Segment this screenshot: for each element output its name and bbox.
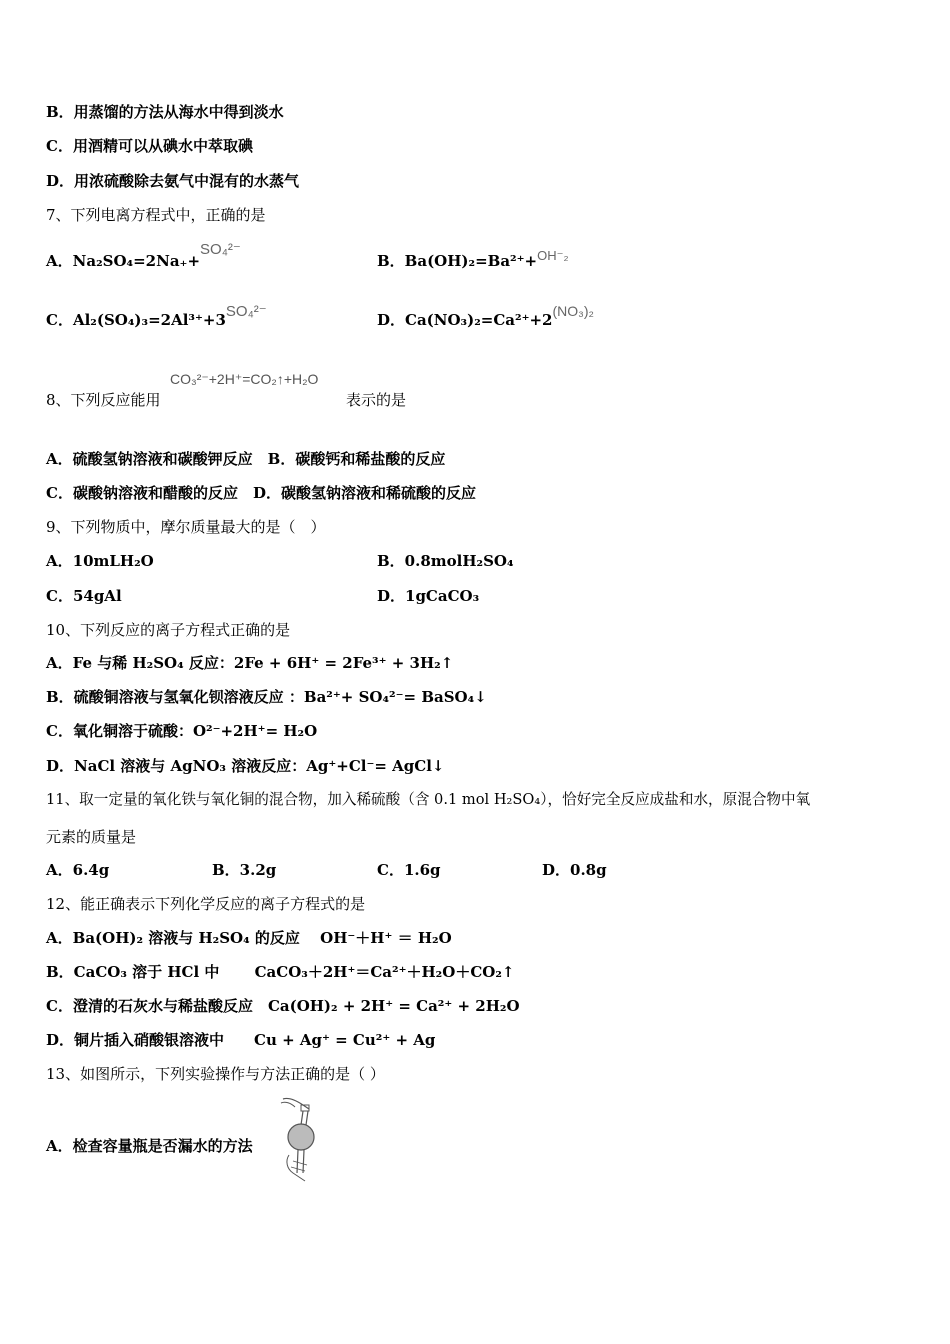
q8-stem-prefix: 8、下列反应能用 [46,391,161,409]
q10-option-c: C．氧化铜溶于硫酸：O²⁻+2H⁺= H₂O [46,722,318,740]
q6-option-d: D．用浓硫酸除去氨气中混有的水蒸气 [46,172,300,190]
q10-stem: 10、下列反应的离子方程式正确的是 [46,621,291,639]
q10-option-d: D．NaCl 溶液与 AgNO₃ 溶液反应：Ag⁺+Cl⁻= AgCl↓ [46,757,445,775]
q8-stem-suffix: 表示的是 [346,391,407,409]
q11-option-c: C．1.6g [377,861,441,879]
q7-option-c-formula-image: SO₄²⁻ [225,303,267,320]
q12-stem: 12、能正确表示下列化学反应的离子方程式的是 [46,895,366,913]
q11-option-d: D．0.8g [542,861,607,879]
q7-option-d [377,303,594,330]
q13-stem: 13、如图所示，下列实验操作与方法正确的是（ ） [46,1065,385,1083]
q7-stem: 7、下列电离方程式中，正确的是 [46,206,266,224]
q9-option-d: D．1gCaCO₃ [377,587,480,605]
q6-option-b: B．用蒸馏的方法从海水中得到淡水 [46,103,284,121]
q10-option-b: B．硫酸铜溶液与氢氧化钡溶液反应 ：Ba²⁺+ SO₄²⁻= BaSO₄↓ [46,688,487,706]
q7-option-b-text: B．Ba(OH)₂=Ba²⁺+ [377,252,538,270]
q7-option-b-formula-image: OH⁻₂ [537,248,569,263]
q7-option-d-formula-image: (NO₃)₂ [552,303,594,319]
q7-option-a-text: A．Na₂SO₄=2Na₊+ [46,252,201,270]
q8-options-cd: C．碳酸钠溶液和醋酸的反应 D．碳酸氢钠溶液和稀硫酸的反应 [46,484,476,502]
q12-option-d: D．铜片插入硝酸银溶液中 Cu + Ag⁺ = Cu²⁺ + Ag [46,1031,436,1049]
q8-formula-image: CO₃²⁻+2H⁺=CO₂↑+H₂O [170,371,319,387]
q11-stem-line2: 元素的质量是 [46,828,137,846]
q12-option-a: A．Ba(OH)₂ 溶液与 H₂SO₄ 的反应 OH⁻＋H⁺ ＝ H₂O [46,929,452,947]
q9-option-b: B．0.8molH₂SO₄ [377,552,514,570]
q7-option-d-text: D．Ca(NO₃)₂=Ca²⁺+2 [377,311,553,329]
q12-option-b: B．CaCO₃ 溶于 HCl 中 CaCO₃＋2H⁺＝Ca²⁺＋H₂O＋CO₂↑ [46,963,515,981]
q11-option-b: B．3.2g [212,861,277,879]
q10-option-a: A．Fe 与稀 H₂SO₄ 反应：2Fe + 6H⁺ = 2Fe³⁺ + 3H₂↑ [46,654,454,672]
q6-option-c: C．用酒精可以从碘水中萃取碘 [46,137,253,155]
q7-option-b [377,248,569,272]
q9-stem: 9、下列物质中，摩尔质量最大的是（ ） [46,518,326,536]
q7-option-c-text: C．Al₂(SO₄)₃=2Al³⁺+3 [46,311,226,329]
q8-options-ab: A．硫酸氢钠溶液和碳酸钾反应 B．碳酸钙和稀盐酸的反应 [46,450,446,468]
q9-option-c: C．54gAl [46,587,122,605]
q7-option-c [46,303,267,331]
q13-option-a: A．检查容量瓶是否漏水的方法 [46,1137,253,1155]
q7-option-a [46,241,241,272]
q11-option-a: A．6.4g [46,861,110,879]
volumetric-flask-illustration [275,1095,321,1185]
q9-option-a: A．10mLH₂O [46,552,154,570]
q12-option-c: C．澄清的石灰水与稀盐酸反应 Ca(OH)₂ + 2H⁺ = Ca²⁺ + 2H₂O [46,997,520,1015]
q11-stem-line1: 11、取一定量的氧化铁与氧化铜的混合物，加入稀硫酸（含 0.1 mol H₂SO₄），恰好完全反应成盐和水，原混合物中氧 [46,791,811,808]
q7-option-a-formula-image: SO₄²⁻ [200,241,241,258]
